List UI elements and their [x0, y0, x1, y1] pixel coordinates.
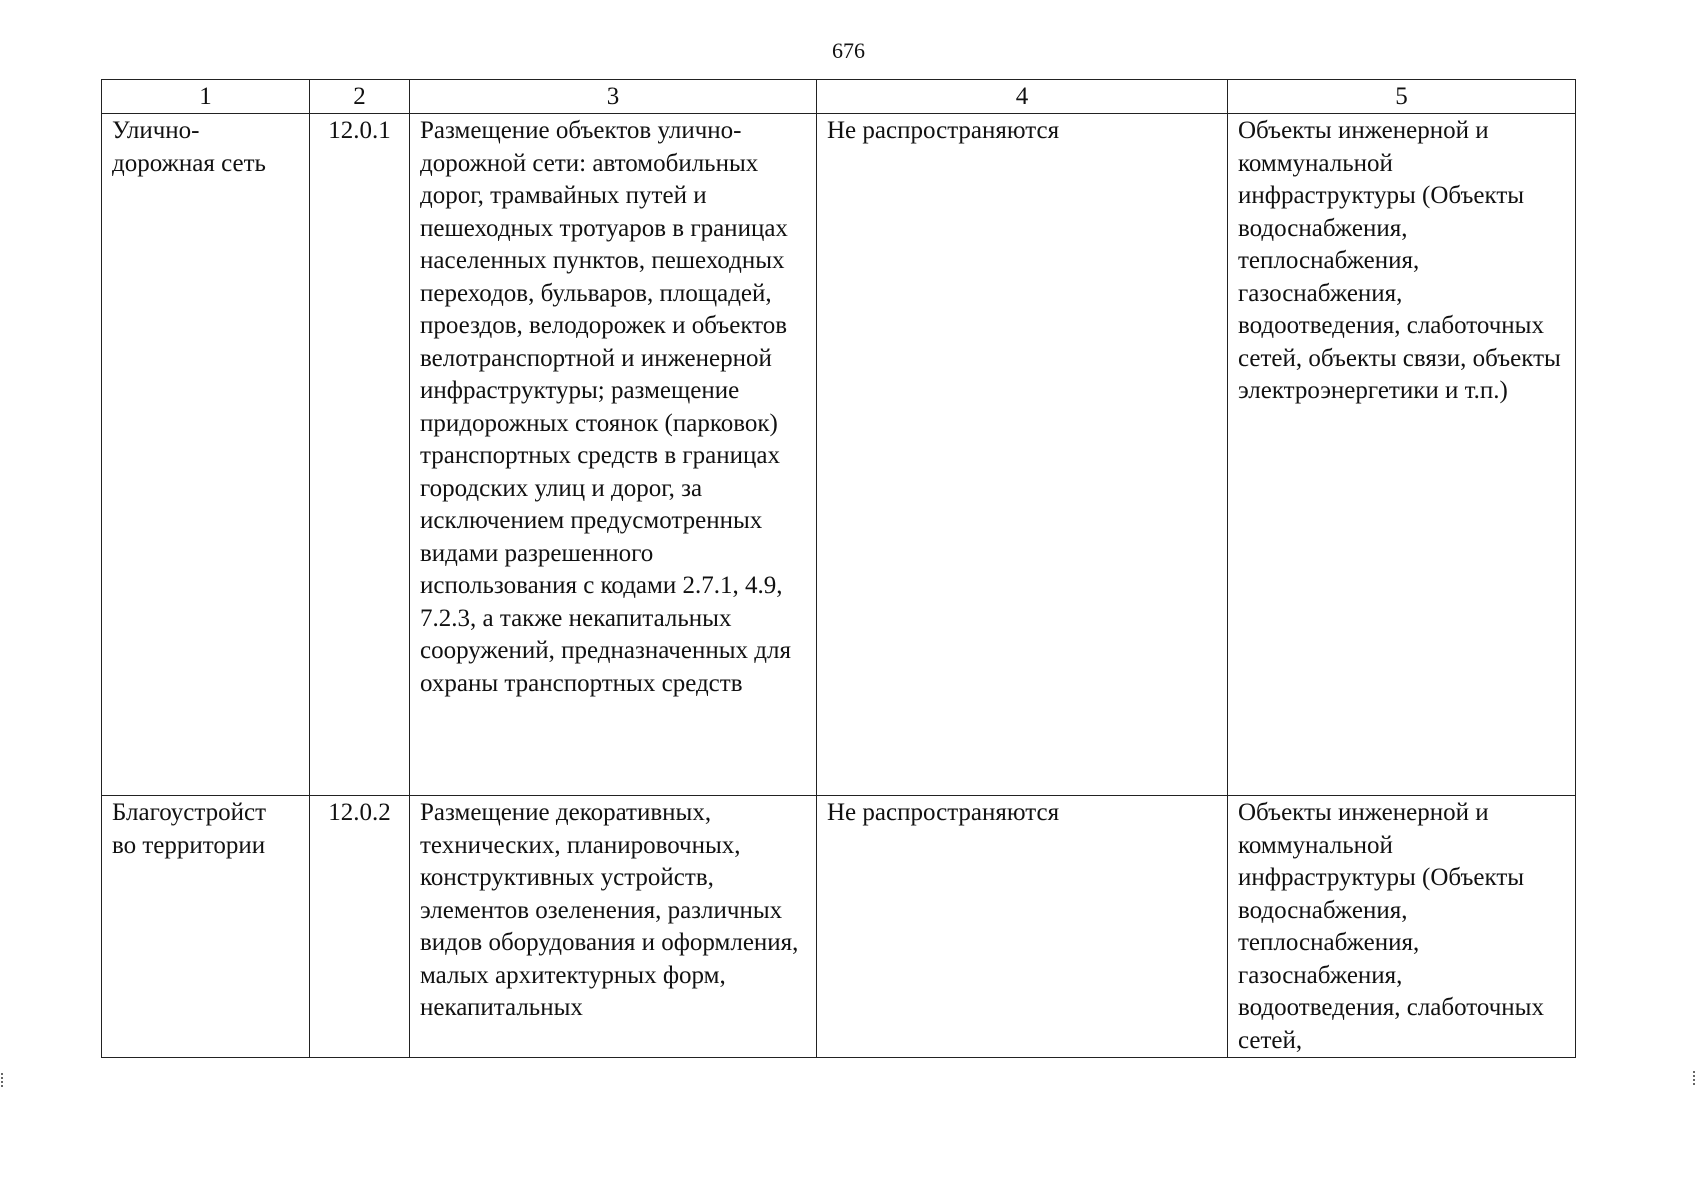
use-type-description: Размещение декоративных, технических, планировочных, конструктивных устройств, элементов озеленения, различных видов оборудования и оформления, малых архитектурных форм, некапитальных: [410, 796, 817, 1058]
column-header-2: 2: [310, 80, 410, 114]
use-type-name: Благоустройст во территории: [102, 796, 310, 1058]
scan-edge-mark-left: [1, 1073, 5, 1087]
table-row: [102, 114, 1576, 796]
use-type-name: Улично- дорожная сеть: [102, 114, 310, 796]
use-type-code: 12.0.2: [310, 796, 410, 1058]
page-number: 676: [832, 38, 865, 63]
column-4-value: Не распространяются: [817, 796, 1228, 1058]
column-header-1: 1: [102, 80, 310, 114]
table-row: [102, 796, 1576, 1058]
scan-edge-mark-right: [1693, 1071, 1697, 1085]
use-type-code: 12.0.1: [310, 114, 410, 796]
column-4-value: Не распространяются: [817, 114, 1228, 796]
column-5-value: Объекты инженерной и коммунальной инфраструктуры (Объекты водоснабжения, теплоснабжения, газоснабжения, водоотведения, слаботочных сетей, объекты связи, объекты электроэнергетики и т.п.): [1228, 114, 1576, 796]
column-header-3: 3: [410, 80, 817, 114]
table-header-row: [102, 80, 1576, 114]
land-use-table: [101, 79, 1576, 1058]
column-5-value: Объекты инженерной и коммунальной инфраструктуры (Объекты водоснабжения, теплоснабжения, газоснабжения, водоотведения, слаботочных сетей,: [1228, 796, 1576, 1058]
use-type-description: Размещение объектов улично-дорожной сети: автомобильных дорог, трамвайных путей и пешеходных тротуаров в границах населенных пунктов, пешеходных переходов, бульваров, площадей, проездов, велодорожек и объектов велотранспортной и инженерной инфраструктуры; размещение придорожных стоянок (парковок) транспортных средств в границах городских улиц и дорог, за исключением предусмотренных видами разрешенного использования с кодами 2.7.1, 4.9, 7.2.3, а также некапитальных сооружений, предназначенных для охраны транспортных средств: [410, 114, 817, 796]
column-header-4: 4: [817, 80, 1228, 114]
column-header-5: 5: [1228, 80, 1576, 114]
